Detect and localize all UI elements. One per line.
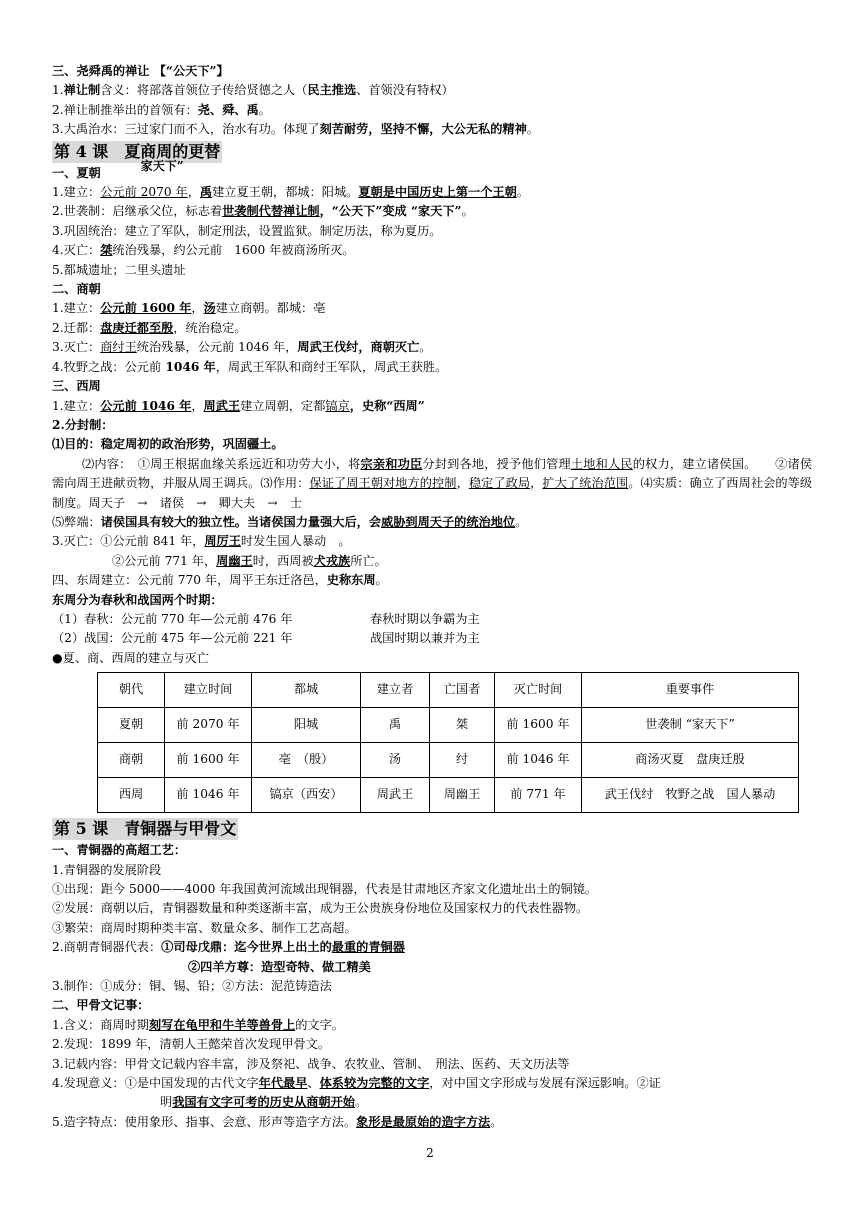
- text-line: ⑴目的：稳定周初的政治形势，巩固疆土。: [52, 437, 284, 452]
- section-heading: 二、甲骨文记事：: [52, 998, 150, 1013]
- table-cell: 亳 （殷）: [252, 743, 361, 778]
- text-line: 2.商朝青铜器代表：①司母戊鼎：迄今世界上出土的最重的青铜器: [52, 940, 405, 955]
- text-line: 4.灭亡：桀统治残暴，约公元前 1600 年被商汤所灭。: [52, 243, 355, 258]
- table-cell: 前 1600 年: [165, 743, 252, 778]
- table-cell: 西周: [98, 778, 165, 813]
- table-cell: 前 1600 年: [495, 708, 582, 743]
- text-line: 四、东周建立：公元前 770 年，周平王东迁洛邑，史称东周。: [52, 573, 388, 588]
- table-header-cell: 建立者: [361, 673, 430, 708]
- section-heading: 一、夏朝 家天下”: [52, 158, 184, 180]
- lesson-title: 第 5 课 青铜器与甲骨文: [54, 819, 237, 839]
- table-cell: 商汤灭夏 盘庚迁殷: [582, 743, 799, 778]
- table-row: [98, 743, 799, 778]
- text-line: 3.记载内容：甲骨文记载内容丰富，涉及祭祀、战争、农牧业、管制、 刑法、医药、天文历法等: [52, 1056, 570, 1071]
- table-cell: 前 1046 年: [165, 778, 252, 813]
- text-line: 2.世袭制：启继承父位，标志着世袭制代替禅让制，“公天下”变成 “家天下”。: [52, 204, 474, 219]
- text-line: 3.巩固统治：建立了军队，制定刑法，设置监狱。制定历法，称为夏历。: [52, 223, 442, 238]
- table-header-cell: 都城: [252, 673, 361, 708]
- table-header-row: [98, 673, 799, 708]
- table-row: [98, 778, 799, 813]
- table-cell: 商朝: [98, 743, 165, 778]
- table-row: [98, 708, 799, 743]
- table-cell: 桀: [430, 708, 495, 743]
- text-line: ①出现：距今 5000——4000 年我国黄河流域出现铜器，代表是甘肃地区齐家文化遗址出土的铜镜。: [52, 882, 598, 896]
- text-line: 5.造字特点：使用象形、指事、会意、形声等造字方法。象形是最原始的造字方法。: [52, 1114, 503, 1129]
- text-line: 2.发现：1899 年，清朝人王懿荣首次发现甲骨文。: [52, 1037, 331, 1052]
- table-cell: 汤: [361, 743, 430, 778]
- section-heading: 二、商朝: [52, 282, 101, 297]
- section-heading: 三、尧舜禹的禅让 【“公天下”】: [52, 64, 229, 78]
- table-cell: 周武王: [361, 778, 430, 813]
- text-line: 4.牧野之战：公元前 1046 年，周武王军队和商纣王军队，周武王获胜。: [52, 359, 448, 374]
- text-line: ③繁荣：商周时期种类丰富、数量众多、制作工艺高超。: [52, 920, 357, 935]
- text-line: 1.青铜器的发展阶段: [52, 862, 162, 877]
- table-header-cell: 灭亡时间: [495, 673, 582, 708]
- table-cell: 夏朝: [98, 708, 165, 743]
- table-cell: 周幽王: [430, 778, 495, 813]
- text-line: 3.大禹治水：三过家门而不入，治水有功。体现了刻苦耐劳，坚持不懈，大公无私的精神。: [52, 122, 539, 137]
- text-line: 1.禅让制含义：将部落首领位子传给贤德之人（民主推选、首领没有特权）: [52, 83, 454, 98]
- table-cell: 世袭制 “家天下”: [582, 708, 799, 743]
- table-cell: 镐京（西安）: [252, 778, 361, 813]
- document-page: [52, 62, 812, 1132]
- table-cell: 前 1046 年: [495, 743, 582, 778]
- text-line: 3.制作：①成分：铜、锡、铅；②方法：泥范铸造法: [52, 979, 332, 994]
- text-line: 1.含义：商周时期刻写在龟甲和牛羊等兽骨上的文字。: [52, 1017, 344, 1032]
- text-line: 2.迁都：盘庚迁都至殷，统治稳定。: [52, 320, 247, 335]
- text-line: 4.发现意义：①是中国发现的古代文字年代最早、体系较为完整的文字，对中国文字形成与发展有深远影响。②证: [52, 1076, 661, 1091]
- text-line: （2）战国：公元前 475 年—公元前 221 年 战国时期以兼并为主: [52, 631, 480, 646]
- table-cell: 纣: [430, 743, 495, 778]
- lesson-title: 第 4 课 夏商周的更替: [54, 141, 221, 161]
- text-line: 5.都城遗址；二里头遗址: [52, 262, 186, 277]
- table-header-cell: 重要事件: [582, 673, 799, 708]
- text-line: （1）春秋：公元前 770 年—公元前 476 年 春秋时期以争霸为主: [52, 611, 480, 626]
- text-line: 东周分为春秋和战国两个时期：: [52, 592, 223, 607]
- text-line: ②公元前 771 年，周幽王时，西周被犬戎族所亡。: [112, 553, 387, 568]
- table-cell: 前 771 年: [495, 778, 582, 813]
- table-header-cell: 建立时间: [165, 673, 252, 708]
- section-heading: 一、青铜器的高超工艺：: [52, 843, 187, 858]
- text-line: 2.禅让制推举出的首领有：尧、舜、禹。: [52, 102, 271, 117]
- table-cell: 禹: [361, 708, 430, 743]
- text-line: 3.灭亡：商纣王统治残暴，公元前 1046 年，周武王伐纣，商朝灭亡。: [52, 340, 432, 355]
- text-line: 明我国有文字可考的历史从商朝开始。: [160, 1095, 368, 1110]
- table-cell: 武王伐纣 牧野之战 国人暴动: [582, 778, 799, 813]
- text-line: 3.灭亡：①公元前 841 年，周厉王时发生国人暴动 。: [52, 534, 351, 549]
- text-line: ②四羊方尊：造型奇特、做工精美: [188, 959, 371, 974]
- table-cell: 阳城: [252, 708, 361, 743]
- paragraph: ⑵内容： ①周王根据血缘关系远近和功劳大小，将宗亲和功臣分封到各地，授予他们管理土地和人民的权力，建立诸侯国。 ②诸侯需向周王进献贡物，并服从周王调兵。⑶作用：保证了周王朝对地方的控制，稳定了政局，扩大了统治范围。⑷实质：确立了西周社会的等级制度。周天子 → 诸侯 → 卿大夫 → 士: [52, 456, 813, 510]
- text-line: ●夏、商、西周的建立与灭亡: [52, 650, 209, 665]
- text-line: 1.建立：公元前 2070 年，禹建立夏王朝，都城：阳城。夏朝是中国历史上第一个王朝。: [52, 185, 529, 200]
- text-line: 1.建立：公元前 1046 年，周武王建立周朝，定都镐京，史称“西周”: [52, 398, 425, 413]
- table-header-cell: 亡国者: [430, 673, 495, 708]
- page-number: 2: [426, 1146, 434, 1160]
- text-line: 1.建立：公元前 1600 年，汤建立商朝。都城：亳: [52, 301, 326, 316]
- table-header-cell: 朝代: [98, 673, 165, 708]
- text-line: 2.分封制：: [52, 417, 114, 432]
- section-heading: 三、西周: [52, 379, 101, 394]
- table-cell: 前 2070 年: [165, 708, 252, 743]
- text-line: ⑸弊端：诸侯国具有较大的独立性。当诸侯国力量强大后，会威胁到周天子的统治地位。: [52, 514, 528, 529]
- dynasty-table: [97, 672, 799, 813]
- text-line: ②发展：商朝以后，青铜器数量和种类逐渐丰富，成为王公贵族身份地位及国家权力的代表性器物。: [52, 901, 589, 916]
